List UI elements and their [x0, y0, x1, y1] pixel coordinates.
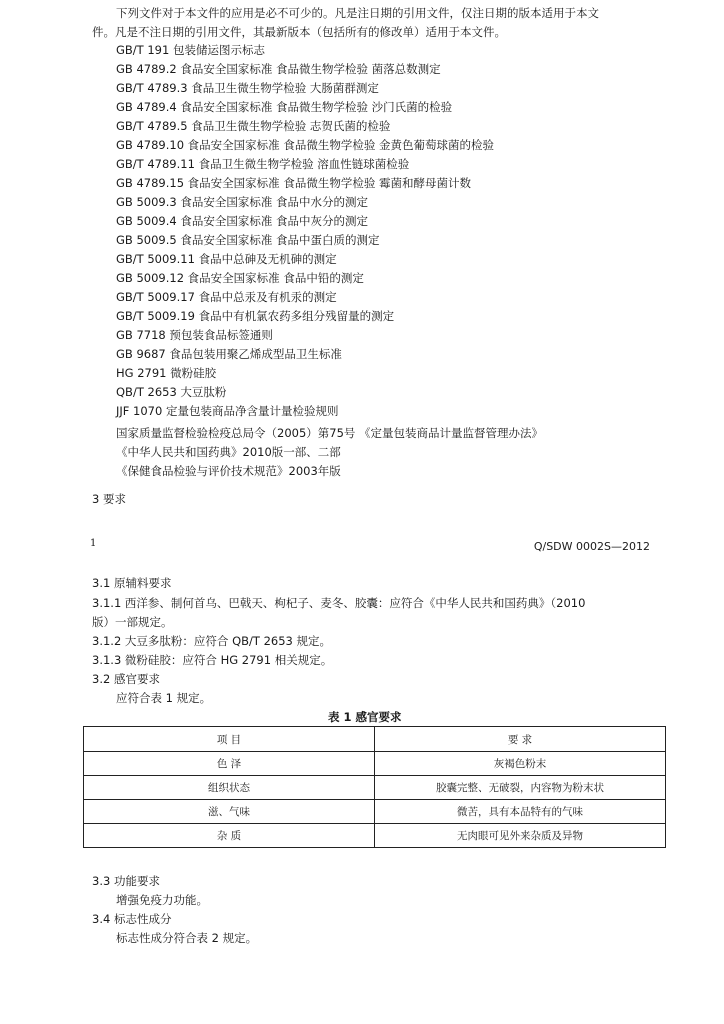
table-cell-item: 组织状态 — [84, 776, 375, 800]
reference-item: GB 9687 食品包装用聚乙烯成型品卫生标准 — [116, 347, 342, 361]
section-3-1-2: 3.1.2 大豆多肽粉：应符合 QB/T 2653 规定。 — [92, 634, 331, 648]
page-number: 1 — [90, 538, 97, 549]
table-cell-requirement: 微苦，具有本品特有的气味 — [375, 800, 666, 824]
reference-item: GB/T 4789.11 食品卫生微生物学检验 溶血性链球菌检验 — [116, 157, 410, 171]
table-header-row — [84, 727, 666, 752]
reference-item: GB 5009.5 食品安全国家标准 食品中蛋白质的测定 — [116, 233, 380, 247]
reference-item: 《保健食品检验与评价技术规范》2003年版 — [116, 464, 341, 478]
reference-item: 国家质量监督检验检疫总局令（2005）第75号 《定量包装商品计量监督管理办法》 — [116, 426, 544, 440]
table-row — [84, 800, 666, 824]
reference-item: GB/T 4789.5 食品卫生微生物学检验 志贺氏菌的检验 — [116, 119, 391, 133]
section-3-4-text: 标志性成分符合表 2 规定。 — [116, 931, 258, 945]
table-cell-item: 色 泽 — [84, 752, 375, 776]
reference-item: GB 5009.12 食品安全国家标准 食品中铅的测定 — [116, 271, 364, 285]
section-3-1-3: 3.1.3 微粉硅胶：应符合 HG 2791 相关规定。 — [92, 653, 333, 667]
reference-item: GB 5009.3 食品安全国家标准 食品中水分的测定 — [116, 195, 369, 209]
section-3-2-heading: 3.2 感官要求 — [92, 672, 160, 686]
reference-item: HG 2791 微粉硅胶 — [116, 366, 217, 380]
reference-item: GB 4789.15 食品安全国家标准 食品微生物学检验 霉菌和酵母菌计数 — [116, 176, 471, 190]
table-1-caption: 表 1 感官要求 — [328, 710, 402, 724]
section-3-4-heading: 3.4 标志性成分 — [92, 912, 172, 926]
intro-line-1: 下列文件对于本文件的应用是必不可少的。凡是注日期的引用文件，仅注日期的版本适用于本文 — [116, 6, 599, 20]
table-row — [84, 824, 666, 848]
reference-item: GB 4789.2 食品安全国家标准 食品微生物学检验 菌落总数测定 — [116, 62, 441, 76]
section-3-1-heading: 3.1 原辅料要求 — [92, 576, 172, 590]
reference-item: GB 7718 预包装食品标签通则 — [116, 328, 273, 342]
table-cell-item: 杂 质 — [84, 824, 375, 848]
section-3-3-heading: 3.3 功能要求 — [92, 874, 160, 888]
intro-line-2: 件。凡是不注日期的引用文件，其最新版本（包括所有的修改单）适用于本文件。 — [92, 25, 506, 39]
reference-item: GB/T 191 包装储运图示标志 — [116, 43, 265, 57]
table-cell-requirement: 胶囊完整、无破裂，内容物为粉末状 — [375, 776, 666, 800]
reference-item: GB 4789.4 食品安全国家标准 食品微生物学检验 沙门氏菌的检验 — [116, 100, 453, 114]
reference-item: GB/T 5009.19 食品中有机氯农药多组分残留量的测定 — [116, 309, 395, 323]
reference-item: JJF 1070 定量包装商品净含量计量检验规则 — [116, 404, 339, 418]
sensory-requirements-table — [83, 726, 666, 848]
table-cell-item: 滋、气味 — [84, 800, 375, 824]
section-3-1-1-line-1: 3.1.1 西洋参、制何首乌、巴戟天、枸杞子、麦冬、胶囊：应符合《中华人民共和国药典》（2010 — [92, 596, 586, 610]
table-row — [84, 776, 666, 800]
table-header-cell: 要 求 — [375, 727, 666, 752]
section-3-1-1-line-2: 版）一部规定。 — [92, 615, 173, 629]
section-3-2-text: 应符合表 1 规定。 — [116, 691, 212, 705]
reference-item: GB/T 4789.3 食品卫生微生物学检验 大肠菌群测定 — [116, 81, 379, 95]
table-row — [84, 752, 666, 776]
reference-item: GB 4789.10 食品安全国家标准 食品微生物学检验 金黄色葡萄球菌的检验 — [116, 138, 494, 152]
reference-item: 《中华人民共和国药典》2010版一部、二部 — [116, 445, 341, 459]
section-3-heading: 3 要求 — [92, 492, 126, 506]
section-3-3-text: 增强免疫力功能。 — [116, 893, 208, 907]
table-header-cell: 项 目 — [84, 727, 375, 752]
document-code: Q/SDW 0002S—2012 — [533, 540, 650, 553]
reference-item: QB/T 2653 大豆肽粉 — [116, 385, 227, 399]
table-cell-requirement: 无肉眼可见外来杂质及异物 — [375, 824, 666, 848]
table-cell-requirement: 灰褐色粉末 — [375, 752, 666, 776]
reference-item: GB 5009.4 食品安全国家标准 食品中灰分的测定 — [116, 214, 369, 228]
reference-item: GB/T 5009.17 食品中总汞及有机汞的测定 — [116, 290, 337, 304]
reference-item: GB/T 5009.11 食品中总砷及无机砷的测定 — [116, 252, 337, 266]
